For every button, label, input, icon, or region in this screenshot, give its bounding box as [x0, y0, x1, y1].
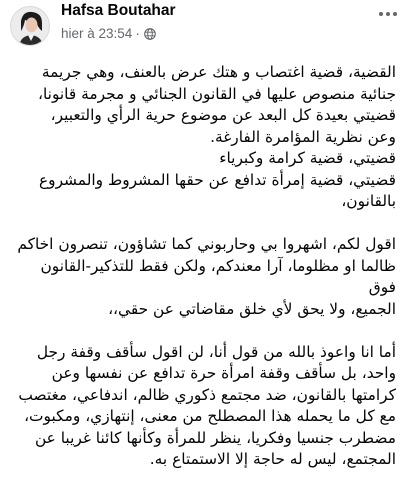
- paragraph-spacer: [10, 213, 396, 235]
- paragraph-spacer: [10, 320, 396, 342]
- post-header: [0, 0, 408, 56]
- post-body: [10, 62, 396, 471]
- post-timestamp[interactable]: hier à 23:54: [61, 26, 133, 41]
- more-horizontal-icon[interactable]: [376, 6, 400, 22]
- post-meta: [61, 26, 156, 41]
- post-paragraph-2: اقول لكم، اشهروا بي وحاربوني كما تشاؤون، تنصرون اخاكم ظالما او مظلوما، آرا معندكم، ولكن فقط للتذكير-القانون فوق الجميع، ولا يحق لأي خلق مقاضاتي عن حقي،،: [17, 235, 396, 318]
- author-avatar[interactable]: [10, 6, 50, 46]
- post-paragraph-3: أما انا واعوذ بالله من قول أنا، لن اقول سأقف وقفة رجل واحد، بل سأقف وقفة امرأة حرة تدافع عن نفسها وعن كرامتها بالقانون، ضد مجتمع ذكوري ظالم، اندفاعي، مغتصب مع كل ما يحمله هذا المصطلح من معنى، إنتهازي، ومكبوت، مضطرب جنسيا وفكريا، ينظر للمرأة وكأنها كائنا غريبا عن المجتمع، ليس له حاجة إلا الاستمتاع به.: [18, 342, 396, 468]
- meta-separator: ·: [135, 26, 140, 41]
- globe-icon[interactable]: [144, 28, 156, 40]
- profile-photo-icon: [11, 7, 50, 46]
- author-name[interactable]: Hafsa Boutahar: [61, 2, 176, 19]
- post-paragraph-1: القضية، قضية اغتصاب و هتك عرض بالعنف، وهي جريمة جنائية منصوص عليها في القانون الجنائي و مجرمة قانونا، قضيتي بعيدة كل البعد عن موضوع حرية الرأي والتعبير، وعن نظرية المؤامرة الفارغة. قضيتي، قضية كرامة وكبرياء قضيتي، قضية إمرأة تدافع عن حقها المشروط والمشروع بالقانون،: [38, 63, 396, 210]
